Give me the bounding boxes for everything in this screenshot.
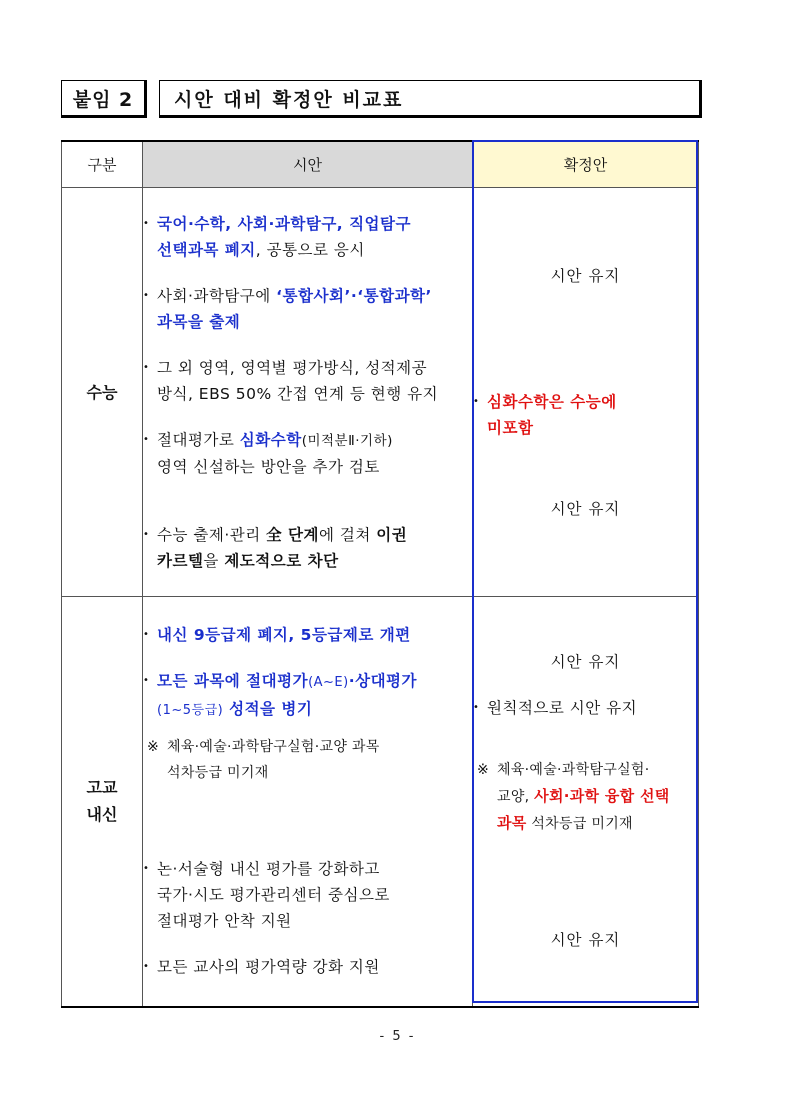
category-text: 내신	[86, 805, 118, 825]
bullet-icon: •	[473, 395, 480, 407]
draft-text: (미적분Ⅱ·기하)	[301, 432, 393, 449]
draft-text: 모든 교사의 평가역량 강화 지원	[157, 958, 380, 977]
final-text: 체육·예술·과학탐구실험·	[497, 762, 650, 779]
bullet-icon: •	[143, 863, 150, 875]
bullet-icon: •	[143, 675, 150, 687]
final-note	[473, 757, 698, 837]
note-mark: ※	[147, 739, 160, 756]
bullet-icon: •	[143, 528, 150, 540]
draft-text: ‘통합사회’·‘통합과학’	[276, 286, 432, 305]
draft-text: 그 외 영역, 영역별 평가방식, 성적제공	[157, 358, 428, 377]
final-text: 사회·과학 융합 선택	[534, 787, 670, 806]
draft-text: 절대평가 안착 지원	[157, 912, 292, 931]
table-row-naesin	[62, 597, 699, 1007]
final-text: 시안 유지	[550, 653, 621, 672]
header-category: 구분	[62, 141, 143, 188]
page-number: - 5 -	[379, 1029, 416, 1044]
draft-text: 과목을 출제	[157, 312, 241, 331]
draft-text: , 공통으로 응시	[255, 240, 365, 259]
draft-text: 심화수학	[239, 430, 302, 449]
draft-item	[143, 954, 472, 980]
draft-text: 국어·수학, 사회·과학탐구, 직업탐구	[157, 214, 411, 233]
draft-text: 카르텔	[157, 551, 204, 570]
draft-text: 선택과목 폐지	[157, 240, 256, 259]
final-text: 시안 유지	[550, 499, 621, 518]
draft-text: 내신 9등급제 폐지, 5등급제로 개편	[157, 626, 411, 645]
final-text: 시안 유지	[550, 266, 621, 285]
category-naesin	[62, 597, 143, 1007]
final-naesin-cell	[473, 597, 699, 1007]
final-text: 심화수학은 수능에	[487, 392, 617, 411]
final-item	[473, 389, 698, 441]
category-suneung: 수능	[62, 188, 143, 597]
bullet-icon: •	[143, 961, 150, 973]
final-suneung-cell	[473, 188, 699, 597]
draft-text: (A~E)	[308, 675, 349, 691]
bullet-icon: •	[143, 361, 150, 373]
bullet-icon: •	[143, 289, 150, 301]
draft-item	[143, 355, 472, 407]
draft-text: 영역 신설하는 방안을 추가 검토	[157, 457, 380, 476]
category-text: 고교	[86, 778, 118, 798]
draft-item	[143, 283, 472, 335]
draft-text: ·상대평가	[348, 672, 417, 691]
draft-text: 수능 출제·관리	[157, 525, 267, 544]
draft-text: 을	[203, 551, 225, 570]
draft-text: 방식, EBS 50% 간접 연계 등 현행 유지	[157, 384, 439, 403]
draft-text: 석차등급 미기재	[167, 765, 269, 782]
final-text: 교양,	[497, 789, 535, 806]
final-text: 미포함	[487, 418, 534, 437]
final-text: 시안 유지	[550, 931, 621, 950]
draft-text: 국가·시도 평가관리센터 중심으로	[157, 886, 390, 905]
draft-text: 全 단계	[266, 525, 319, 544]
bullet-icon: •	[473, 702, 480, 714]
bullet-icon: •	[143, 629, 150, 641]
draft-suneung-cell	[143, 188, 473, 597]
draft-item	[143, 427, 472, 480]
draft-text: (1~5등급)	[157, 703, 224, 719]
draft-text: 이권	[376, 525, 408, 544]
table-header-row	[62, 141, 699, 188]
note-mark: ※	[477, 762, 490, 779]
final-text: 석차등급 미기재	[526, 816, 633, 833]
draft-note	[143, 734, 472, 786]
comparison-table	[61, 140, 699, 1008]
table-row-suneung	[62, 188, 699, 597]
draft-text: 성적을 병기	[223, 700, 313, 719]
header-draft: 시안	[143, 141, 473, 188]
final-item	[473, 695, 698, 721]
header-final: 확정안	[473, 141, 699, 188]
draft-text: 모든 과목에 절대평가	[157, 672, 309, 691]
page-title: 시안 대비 확정안 비교표	[159, 80, 702, 118]
draft-item	[143, 668, 472, 724]
final-text: 과목	[497, 814, 527, 833]
draft-text: 에 걸쳐	[318, 525, 377, 544]
draft-text: 논·서술형 내신 평가를 강화하고	[157, 860, 380, 879]
draft-item	[143, 522, 472, 574]
final-text: 원칙적으로 시안 유지	[487, 699, 638, 718]
draft-text: 사회·과학탐구에	[157, 286, 277, 305]
draft-text: 절대평가로	[157, 430, 240, 449]
draft-text: 제도적으로 차단	[224, 551, 339, 570]
attachment-label: 붙임 2	[61, 80, 147, 118]
bullet-icon: •	[143, 217, 150, 229]
draft-naesin-cell	[143, 597, 473, 1007]
bullet-icon: •	[143, 433, 150, 445]
draft-text: 체육·예술·과학탐구실험·교양 과목	[167, 739, 380, 756]
draft-item	[143, 622, 472, 648]
draft-item	[143, 211, 472, 263]
draft-item	[143, 856, 472, 934]
